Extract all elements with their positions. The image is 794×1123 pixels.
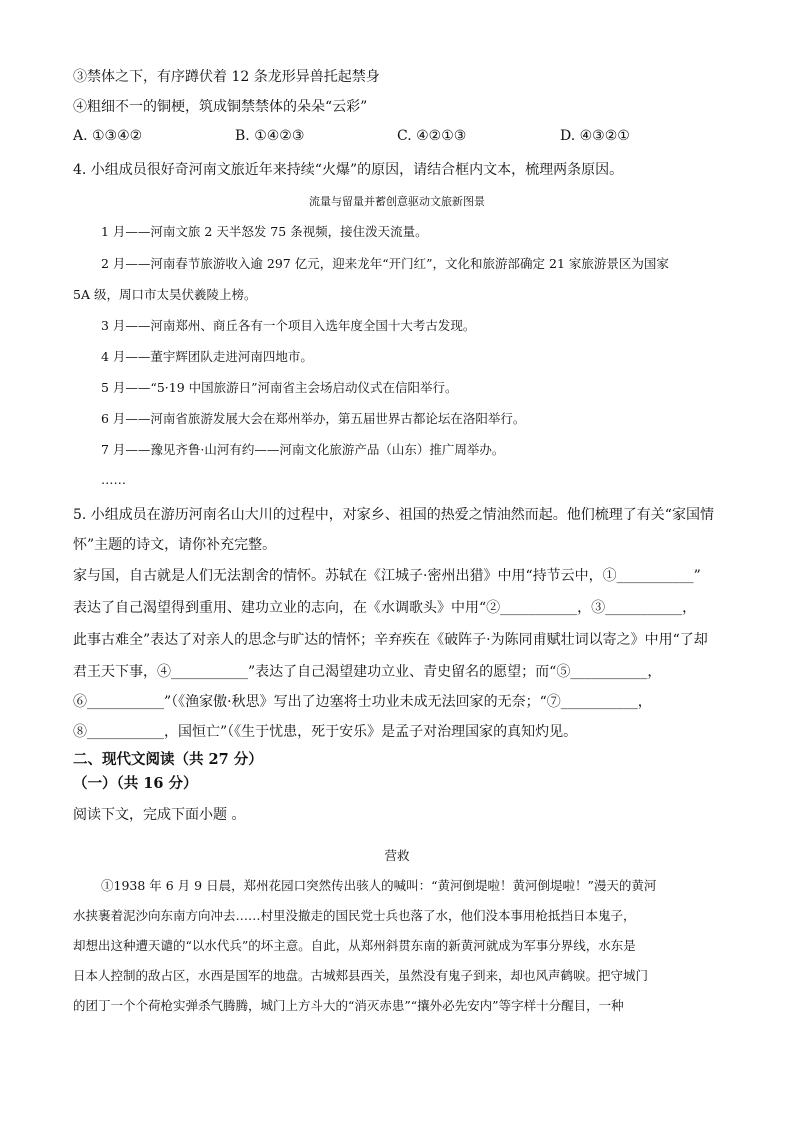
q4-line: 7 月——豫见齐鲁·山河有约——河南文化旅游产品（山东）推广周举办。 <box>101 442 505 457</box>
option-a[interactable]: A. ①③④② <box>73 128 143 144</box>
article-line: 却想出这种遭天谴的“以水代兵”的坏主意。自此，从郑州斜贯东南的新黄河就成为军事分界线，水东是 <box>73 938 636 953</box>
q4-line: 5A 级，周口市太昊伏羲陵上榜。 <box>73 287 257 302</box>
q5-question-line1: 5. 小组成员在游历河南名山大川的过程中，对家乡、祖国的热爱之情油然而起。他们梳理了有关“家国情 <box>73 507 714 523</box>
q3-item-3: ③禁体之下，有序蹲伏着 12 条龙形异兽托起禁身 <box>73 69 380 85</box>
q4-line: 1 月——河南文旅 2 天半怒发 75 条视频，接住泼天流量。 <box>101 224 428 239</box>
q4-line: …… <box>101 472 126 487</box>
section-heading: 二、现代文阅读（共 27 分） <box>73 751 263 768</box>
q4-line: 4 月——董宇辉团队走进河南四地市。 <box>101 349 313 364</box>
article-line: 水挟裹着泥沙向东南方向冲去……村里没撤走的国民党士兵也落了水，他们没本事用枪抵挡日本鬼子， <box>73 908 636 923</box>
option-b[interactable]: B. ①④②③ <box>235 128 305 144</box>
q5-body-line: ⑧___________，国恒亡”（《生于忧患，死于安乐》是孟子对治理国家的真知灼见。 <box>73 724 578 740</box>
q4-line: 6 月——河南省旅游发展大会在郑州举办，第五届世界古都论坛在洛阳举行。 <box>101 411 526 426</box>
article-line: 的团丁一个个荷枪实弹杀气腾腾，城门上方斗大的“消灭赤患”“攘外必先安内”等字样十分醒目，一种 <box>73 998 624 1013</box>
article-title: 营救 <box>384 848 410 863</box>
q4-box-title: 流量与留量并蓄创意驱动文旅新图景 <box>309 195 485 208</box>
reading-instruction: 阅读下文，完成下面小题 。 <box>73 807 246 823</box>
article-line: ①1938 年 6 月 9 日晨，郑州花园口突然传出骇人的喊叫：“黄河倒堤啦！黄河倒堤啦！”漫天的黄河 <box>101 878 657 893</box>
subsection-heading: （一）（共 16 分） <box>73 775 198 792</box>
option-c[interactable]: C. ④②①③ <box>397 128 467 144</box>
q5-body-line: 家与国，自古就是人们无法割舍的情怀。苏轼在《江城子·密州出猎》中用“持节云中，①___________” <box>73 568 701 584</box>
q5-body-line: 君王天下事，④___________”表达了自己渴望建功立业、青史留名的愿望；而“⑤___________， <box>73 664 662 680</box>
q5-body-line: ⑥___________”（《渔家傲·秋思》写出了边塞将士功业未成无法回家的无奈；“⑦___________， <box>73 694 652 710</box>
q5-question-line2: 怀”主题的诗文，请你补充完整。 <box>73 537 277 553</box>
article-line: 日本人控制的敌占区，水西是国军的地盘。古城郏县西关，虽然没有鬼子到来，却也风声鹤唳。把守城门 <box>73 968 649 983</box>
q4-line: 3 月——河南郑州、商丘各有一个项目入选年度全国十大考古发现。 <box>101 318 476 333</box>
q5-body-line: 此事古难全”表达了对亲人的思念与旷达的情怀；辛弃疾在《破阵子·为陈同甫赋壮词以寄之》中用“了却 <box>73 632 708 648</box>
q4-line: 2 月——河南春节旅游收入逾 297 亿元，迎来龙年“开门红”，文化和旅游部确定 21 家旅游景区为国家 <box>101 256 669 271</box>
q4-question: 4. 小组成员很好奇河南文旅近年来持续“火爆”的原因，请结合框内文本，梳理两条原因。 <box>73 162 624 178</box>
q5-body-line: 表达了自己渴望得到重用、建功立业的志向，在《水调歌头》中用“②___________，③___________， <box>73 600 697 616</box>
option-d[interactable]: D. ④③②① <box>560 128 630 144</box>
q3-options <box>73 128 673 148</box>
q3-item-4: ④粗细不一的铜梗，筑成铜禁禁体的朵朵“云彩” <box>73 99 368 115</box>
q4-line: 5 月——“5·19 中国旅游日”河南省主会场启动仪式在信阳举行。 <box>101 380 458 395</box>
